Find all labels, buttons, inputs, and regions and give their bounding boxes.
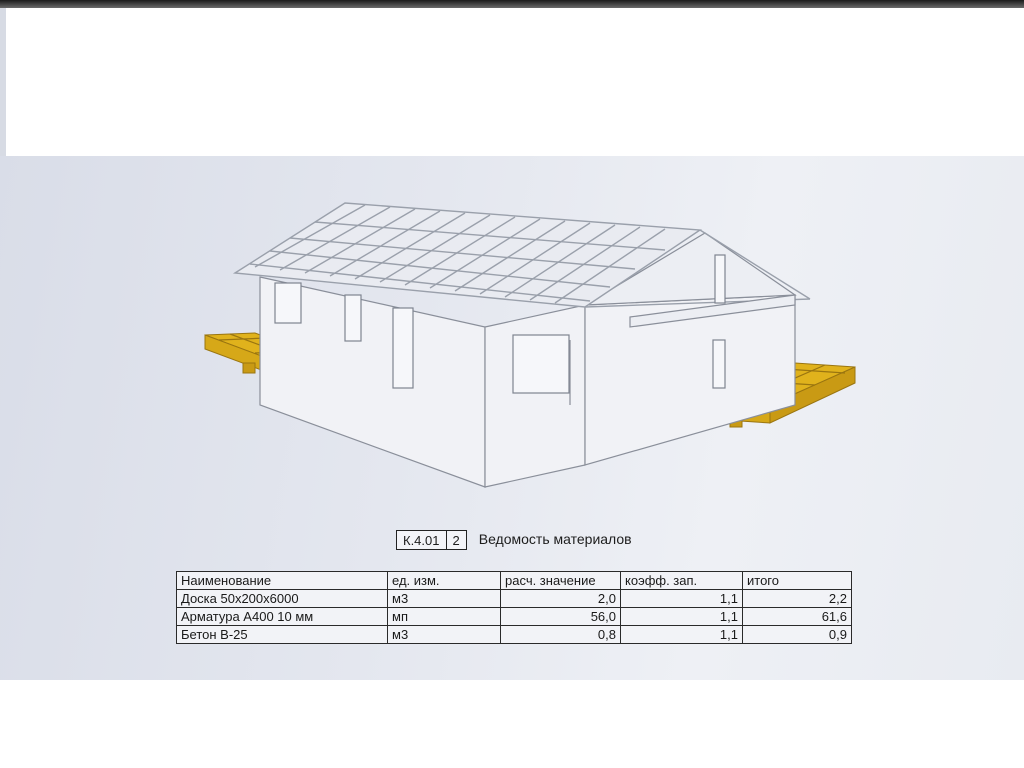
table-row: [177, 608, 852, 626]
photo-top-edge: [0, 0, 1024, 8]
header-name: Наименование: [177, 572, 388, 590]
sheet-number: 2: [447, 530, 467, 550]
cell-name: Доска 50х200х6000: [177, 590, 388, 608]
table-row: [177, 626, 852, 644]
sheet-title: Ведомость материалов: [478, 531, 632, 547]
sheet-header: [396, 530, 644, 550]
cell-total: 2,2: [743, 590, 852, 608]
house-frame-illustration: [195, 195, 865, 495]
cell-calc-value: 0,8: [501, 626, 621, 644]
cell-reserve-coef: 1,1: [621, 626, 743, 644]
table-row: [177, 590, 852, 608]
header-reserve-coef: коэфф. зап.: [621, 572, 743, 590]
cell-unit: м3: [388, 590, 501, 608]
cell-calc-value: 56,0: [501, 608, 621, 626]
table-header-row: [177, 572, 852, 590]
header-unit: ед. изм.: [388, 572, 501, 590]
cell-unit: м3: [388, 626, 501, 644]
cell-name: Бетон В-25: [177, 626, 388, 644]
sheet-code: К.4.01: [396, 530, 447, 550]
cell-total: 0,9: [743, 626, 852, 644]
materials-table: [176, 571, 852, 644]
cell-name: Арматура А400 10 мм: [177, 608, 388, 626]
cell-total: 61,6: [743, 608, 852, 626]
blank-overlay: [6, 8, 1024, 156]
cell-calc-value: 2,0: [501, 590, 621, 608]
header-calc-value: расч. значение: [501, 572, 621, 590]
cell-reserve-coef: 1,1: [621, 590, 743, 608]
header-total: итого: [743, 572, 852, 590]
cell-unit: мп: [388, 608, 501, 626]
cell-reserve-coef: 1,1: [621, 608, 743, 626]
